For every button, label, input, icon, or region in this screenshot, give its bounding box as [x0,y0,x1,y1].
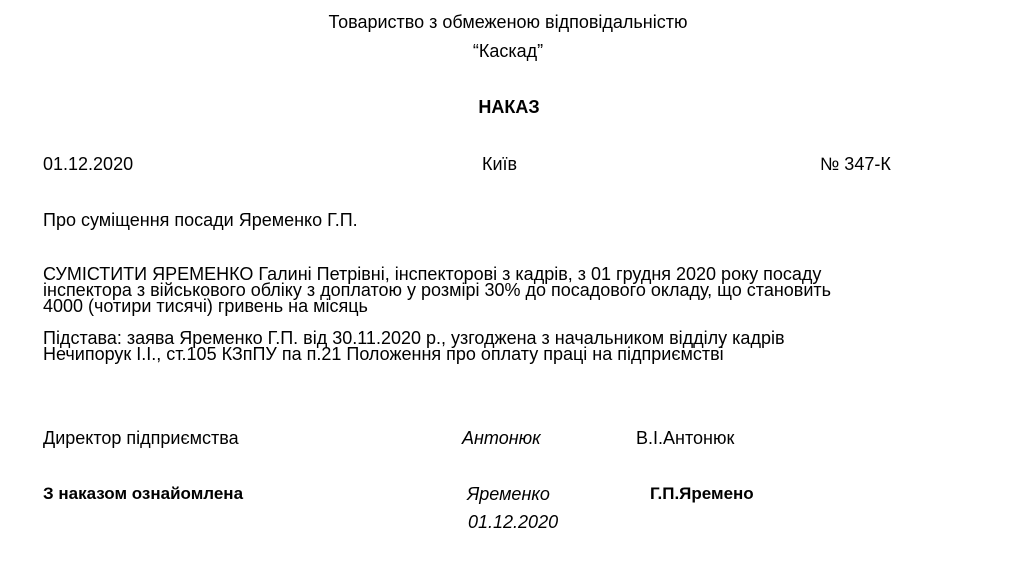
organization-type: Товариство з обмеженою відповідальністю [328,12,688,32]
director-name: В.І.Антонюк [636,428,735,448]
order-subject: Про суміщення посади Яременко Г.П. [43,210,358,230]
acknowledgement-date: 01.12.2020 [468,512,559,532]
order-line: СУМІСТИТИ ЯРЕМЕНКО Галині Петрівні, інспекторові з кадрів, з 01 грудня 2020 року посаду [43,264,822,284]
acknowledgement-signature: Яременко [467,484,550,504]
order-paragraph [43,266,943,314]
organization-name: “Каскад” [472,41,544,61]
order-line: інспектора з військового обліку з доплатою у розмірі 30% до посадового окладу, що становить [43,280,832,300]
acknowledgement-label: З наказом ознайомлена [43,484,244,503]
order-date: 01.12.2020 [43,154,134,174]
document-title: НАКАЗ [478,97,540,117]
order-line: 4000 (чотири тисячі) гривень на місяць [43,296,368,316]
director-label: Директор підприємства [43,428,239,448]
acknowledgement-name: Г.П.Яремено [650,484,754,503]
basis-paragraph [43,330,943,362]
order-number: № 347-К [820,154,891,174]
order-city: Київ [482,154,518,174]
basis-line: Підстава: заява Яременко Г.П. від 30.11.2020 р., узгоджена з начальником відділу кадрів [43,328,785,348]
basis-line: Нечипорук І.І., ст.105 КЗпПУ па п.21 Положення про оплату праці на підприємстві [43,344,724,364]
director-signature: Антонюк [462,428,541,448]
